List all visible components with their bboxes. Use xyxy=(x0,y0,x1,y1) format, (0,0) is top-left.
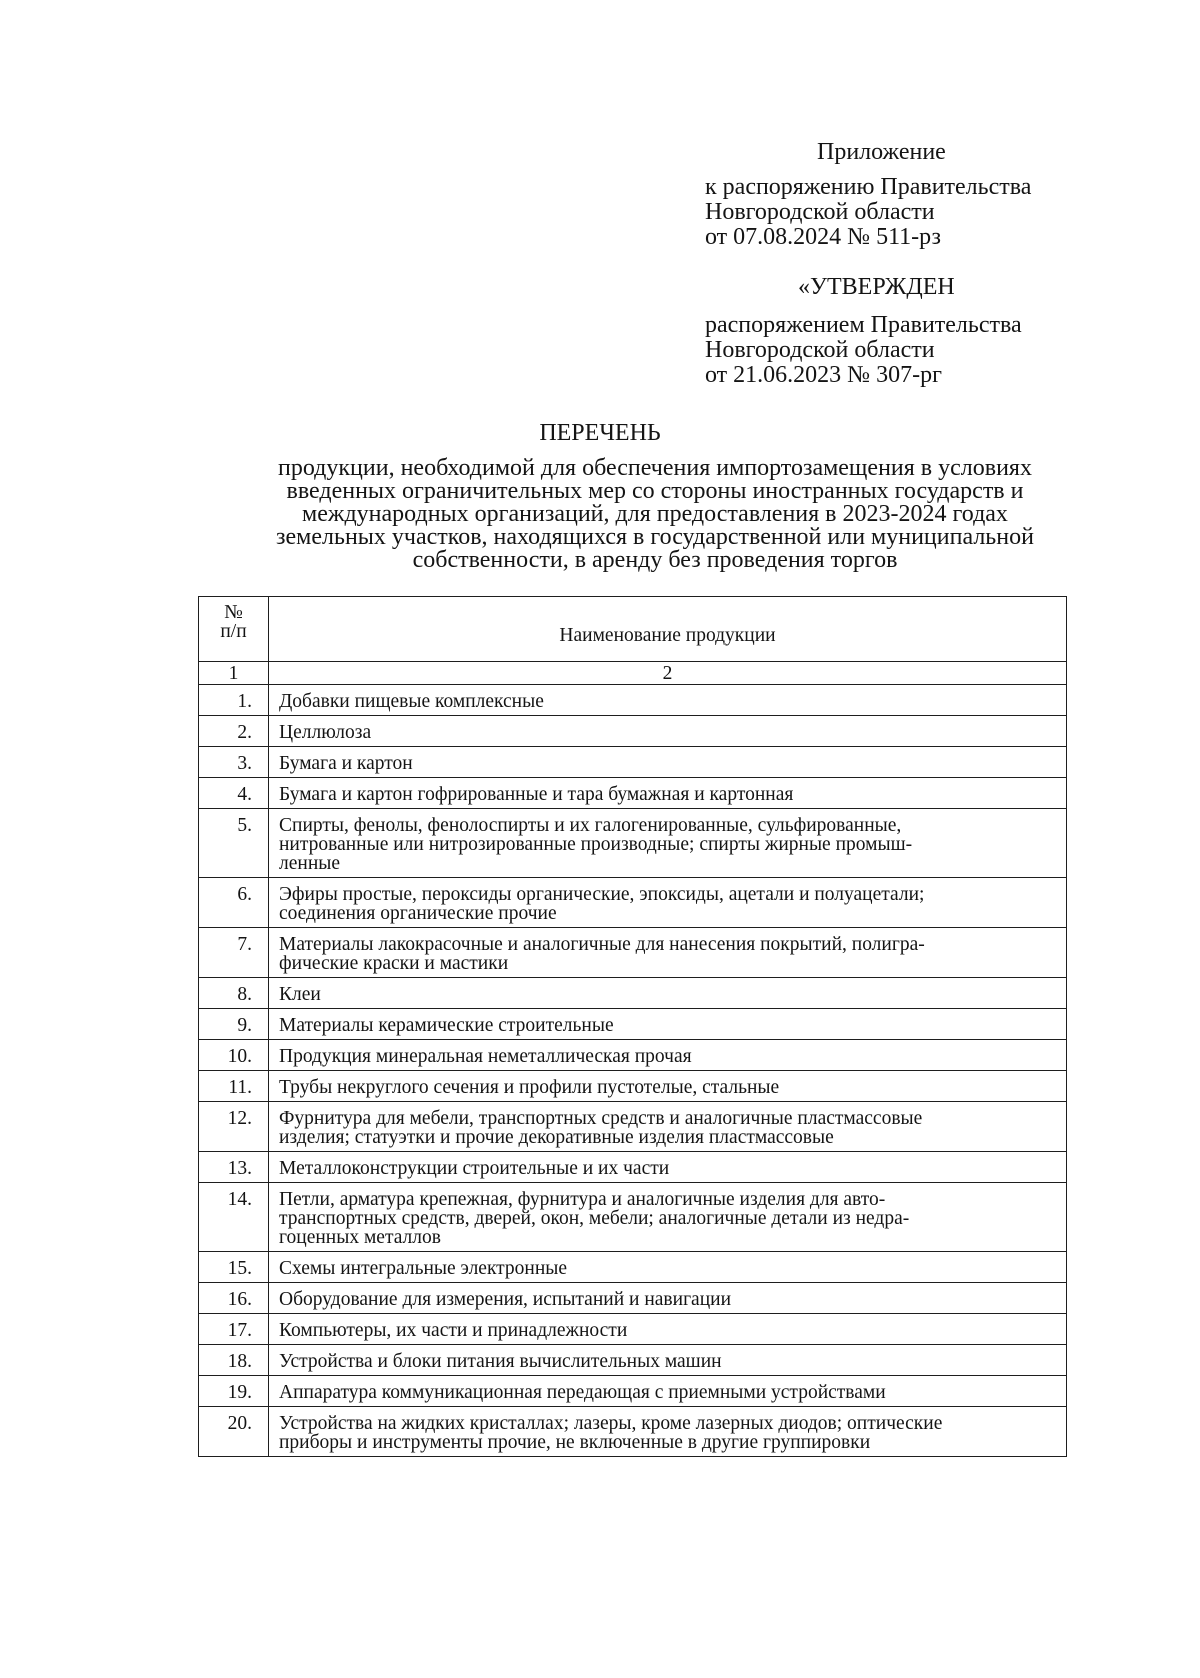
table-row xyxy=(199,1009,1067,1040)
table-row xyxy=(199,1183,1067,1252)
table-row xyxy=(199,928,1067,978)
row-product-name: Спирты, фенолы, фенолоспирты и их галогенированные, сульфированные, нитрованные или нитрозированные производные; спирты жирные промыш- ленные xyxy=(269,809,1067,878)
table-row xyxy=(199,1345,1067,1376)
approval-line: от 21.06.2023 № 307-рг xyxy=(705,362,942,388)
table-row xyxy=(199,1314,1067,1345)
row-product-name: Схемы интегральные электронные xyxy=(269,1252,1067,1283)
row-number: 5. xyxy=(199,809,269,878)
row-product-name: Компьютеры, их части и принадлежности xyxy=(269,1314,1067,1345)
row-product-name: Целлюлоза xyxy=(269,716,1067,747)
row-number: 12. xyxy=(199,1102,269,1152)
column-index-row xyxy=(199,662,1067,685)
annex-block xyxy=(705,140,1031,250)
table-row xyxy=(199,1071,1067,1102)
table-row xyxy=(199,747,1067,778)
table-body xyxy=(199,662,1067,1457)
subtitle-line: собственности, в аренду без проведения торгов xyxy=(412,547,898,573)
column-index-number: 1 xyxy=(199,662,269,685)
table-row xyxy=(199,1376,1067,1407)
row-number: 20. xyxy=(199,1407,269,1457)
row-number: 8. xyxy=(199,978,269,1009)
document-subtitle xyxy=(225,457,1085,572)
row-number: 6. xyxy=(199,878,269,928)
table-row xyxy=(199,1283,1067,1314)
row-product-name: Бумага и картон гофрированные и тара бумажная и картонная xyxy=(269,778,1067,809)
row-number: 16. xyxy=(199,1283,269,1314)
table-row xyxy=(199,778,1067,809)
row-product-name: Материалы лакокрасочные и аналогичные для нанесения покрытий, полигра- фические краски и мастики xyxy=(269,928,1067,978)
row-number: 3. xyxy=(199,747,269,778)
row-number: 10. xyxy=(199,1040,269,1071)
approval-title: «УТВЕРЖДЕН xyxy=(798,274,955,300)
approval-block xyxy=(705,275,1022,388)
row-number: 2. xyxy=(199,716,269,747)
table-row xyxy=(199,716,1067,747)
header-product-name: Наименование продукции xyxy=(269,597,1067,662)
subtitle-line: земельных участков, находящихся в государственной или муниципальной xyxy=(276,524,1034,550)
row-product-name: Фурнитура для мебели, транспортных средств и аналогичные пластмассовые изделия; статуэтки и прочие декоративные изделия пластмассовые xyxy=(269,1102,1067,1152)
row-product-name: Аппаратура коммуникационная передающая с приемными устройствами xyxy=(269,1376,1067,1407)
approval-line: распоряжением Правительства xyxy=(705,312,1022,338)
subtitle-line: введенных ограничительных мер со стороны иностранных государств и xyxy=(286,478,1024,504)
table-row xyxy=(199,1407,1067,1457)
annex-line: Новгородской области xyxy=(705,199,935,225)
document-title: ПЕРЕЧЕНЬ xyxy=(539,420,661,446)
row-product-name: Оборудование для измерения, испытаний и навигации xyxy=(269,1283,1067,1314)
annex-line: к распоряжению Правительства xyxy=(705,174,1032,200)
row-product-name: Добавки пищевые комплексные xyxy=(269,685,1067,716)
table-row xyxy=(199,809,1067,878)
products-table xyxy=(198,596,1067,1457)
row-number: 18. xyxy=(199,1345,269,1376)
row-number: 4. xyxy=(199,778,269,809)
subtitle-line: международных организаций, для предоставления в 2023-2024 годах xyxy=(302,501,1008,527)
row-number: 1. xyxy=(199,685,269,716)
row-number: 7. xyxy=(199,928,269,978)
row-product-name: Петли, арматура крепежная, фурнитура и аналогичные изделия для авто- транспортных средств, дверей, окон, мебели; аналогичные детали из недра- гоценных металлов xyxy=(269,1183,1067,1252)
row-number: 15. xyxy=(199,1252,269,1283)
approval-line: Новгородской области xyxy=(705,337,935,363)
row-product-name: Продукция минеральная неметаллическая прочая xyxy=(269,1040,1067,1071)
table-row xyxy=(199,685,1067,716)
row-number: 14. xyxy=(199,1183,269,1252)
annex-line: от 07.08.2024 № 511-рз xyxy=(705,224,941,250)
header-number: № п/п xyxy=(199,597,269,662)
row-product-name: Устройства и блоки питания вычислительных машин xyxy=(269,1345,1067,1376)
annex-title: Приложение xyxy=(817,139,946,165)
row-product-name: Материалы керамические строительные xyxy=(269,1009,1067,1040)
table-row xyxy=(199,1102,1067,1152)
subtitle-line: продукции, необходимой для обеспечения импортозамещения в условиях xyxy=(278,455,1032,481)
table-header-row xyxy=(199,597,1067,662)
row-product-name: Трубы некруглого сечения и профили пустотелые, стальные xyxy=(269,1071,1067,1102)
row-number: 13. xyxy=(199,1152,269,1183)
row-number: 11. xyxy=(199,1071,269,1102)
table-row xyxy=(199,1040,1067,1071)
row-number: 9. xyxy=(199,1009,269,1040)
row-product-name: Металлоконструкции строительные и их части xyxy=(269,1152,1067,1183)
row-product-name: Клеи xyxy=(269,978,1067,1009)
table-row xyxy=(199,878,1067,928)
column-index-name: 2 xyxy=(269,662,1067,685)
row-number: 19. xyxy=(199,1376,269,1407)
table-row xyxy=(199,978,1067,1009)
row-product-name: Эфиры простые, пероксиды органические, эпоксиды, ацетали и полуацетали; соединения органические прочие xyxy=(269,878,1067,928)
row-product-name: Бумага и картон xyxy=(269,747,1067,778)
table-row xyxy=(199,1252,1067,1283)
row-number: 17. xyxy=(199,1314,269,1345)
row-product-name: Устройства на жидких кристаллах; лазеры, кроме лазерных диодов; оптические приборы и инструменты прочие, не включенные в другие группировки xyxy=(269,1407,1067,1457)
table-row xyxy=(199,1152,1067,1183)
